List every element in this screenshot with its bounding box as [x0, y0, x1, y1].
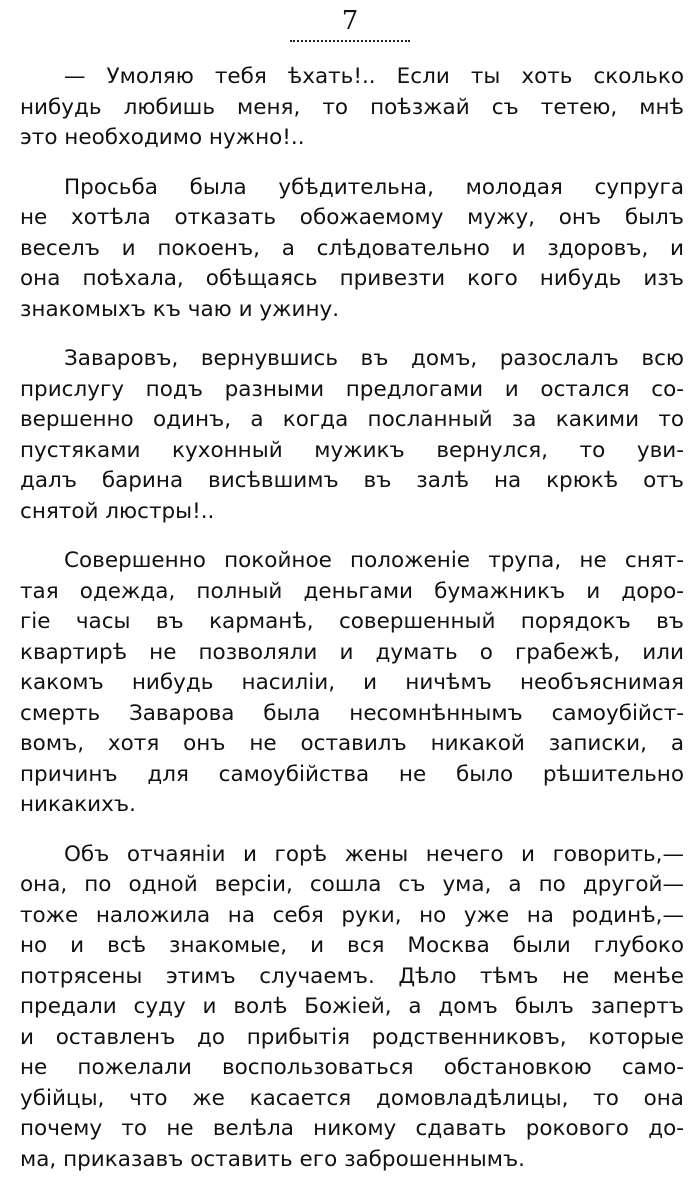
text-line: ма, приказавъ оставить его заброшеннымъ. — [20, 1146, 525, 1172]
text-line: веселъ и покоенъ, а слѣдовательно и здоровъ, и — [20, 235, 684, 261]
text-line: не хотѣла отказать обожаемому мужу, онъ былъ — [20, 205, 684, 230]
text-line: вершенно одинъ, а когда посланный за какими то — [20, 407, 684, 432]
text-line: она, по одной версiи, сошла съ ума, а по другой— — [20, 872, 684, 897]
text-line: убiйцы, что же касается домовладѣлицы, то она — [20, 1085, 684, 1111]
text-line: снятой люстры!.. — [20, 498, 215, 524]
text-line: это необходимо нужно!.. — [20, 125, 305, 150]
text-line: никакихъ. — [20, 792, 136, 817]
header-dotted-rule — [290, 40, 410, 42]
text-line: Совершенно покойное положенiе трупа, не снят- — [64, 548, 684, 573]
text-line: вомъ, хотя онъ не оставилъ никакой записки, а — [20, 731, 684, 756]
text-line: она поѣхала, обѣщаясь привезти кого нибудь изъ — [20, 266, 684, 291]
paragraph — [20, 344, 684, 527]
page-body-text — [20, 62, 684, 1194]
text-line: квартирѣ не позволяли и думать о грабежѣ, или — [20, 639, 684, 665]
text-line: причинъ для самоубiйства не было рѣшительно — [20, 761, 684, 787]
paragraph — [20, 173, 684, 326]
text-line: почему то не велѣла никому сдавать рокового до- — [20, 1116, 684, 1141]
text-line: но и всѣ знакомые, и вся Москва были глубоко — [20, 933, 684, 958]
text-line: тоже наложила на себя руки, но уже на родинѣ,— — [20, 902, 684, 928]
page-number: 7 — [341, 6, 359, 36]
text-line: гiе часы въ карманѣ, совершенный порядокъ въ — [20, 609, 684, 634]
paragraph — [20, 546, 684, 821]
text-line: Просьба была убѣдительна, молодая супруга — [64, 174, 684, 200]
text-line: какомъ нибудь насилiи, и ничѣмъ необъяснимая — [20, 670, 684, 695]
paragraph — [20, 840, 684, 1176]
text-line: потрясены этимъ случаемъ. Дѣло тѣмъ не менѣе — [20, 963, 684, 989]
text-line: не пожелали воспользоваться обстановкою само- — [20, 1055, 684, 1080]
text-line: предали суду и волѣ Божiей, а домъ былъ запертъ — [20, 994, 684, 1019]
text-line: тая одежда, полный деньгами бумажникъ и доро- — [20, 578, 684, 604]
text-line: нибудь любишь меня, то поѣзжай съ тетею, мнѣ — [20, 94, 684, 120]
text-line: и оставленъ до прибытiя родственниковъ, которые — [20, 1024, 684, 1050]
paragraph — [20, 62, 684, 154]
text-line: Заваровъ, вернувшись въ домъ, разослалъ всю — [64, 346, 684, 371]
text-line: пустяками кухонный мужикъ вернулся, то уви- — [20, 437, 684, 463]
text-line: прислугу подъ разными предлогами и остался со- — [20, 376, 684, 402]
text-line: далъ барина висѣвшимъ въ залѣ на крюкѣ отъ — [20, 468, 684, 493]
text-line: смерть Заварова была несомнѣннымъ самоубiйст- — [20, 700, 684, 726]
text-line: Объ отчаянiи и горѣ жены нечего и говорить,— — [64, 841, 684, 867]
text-line: — Умоляю тебя ѣхать!.. Если ты хоть сколько — [64, 64, 684, 89]
text-line: знакомыхъ къ чаю и ужину. — [20, 296, 340, 322]
